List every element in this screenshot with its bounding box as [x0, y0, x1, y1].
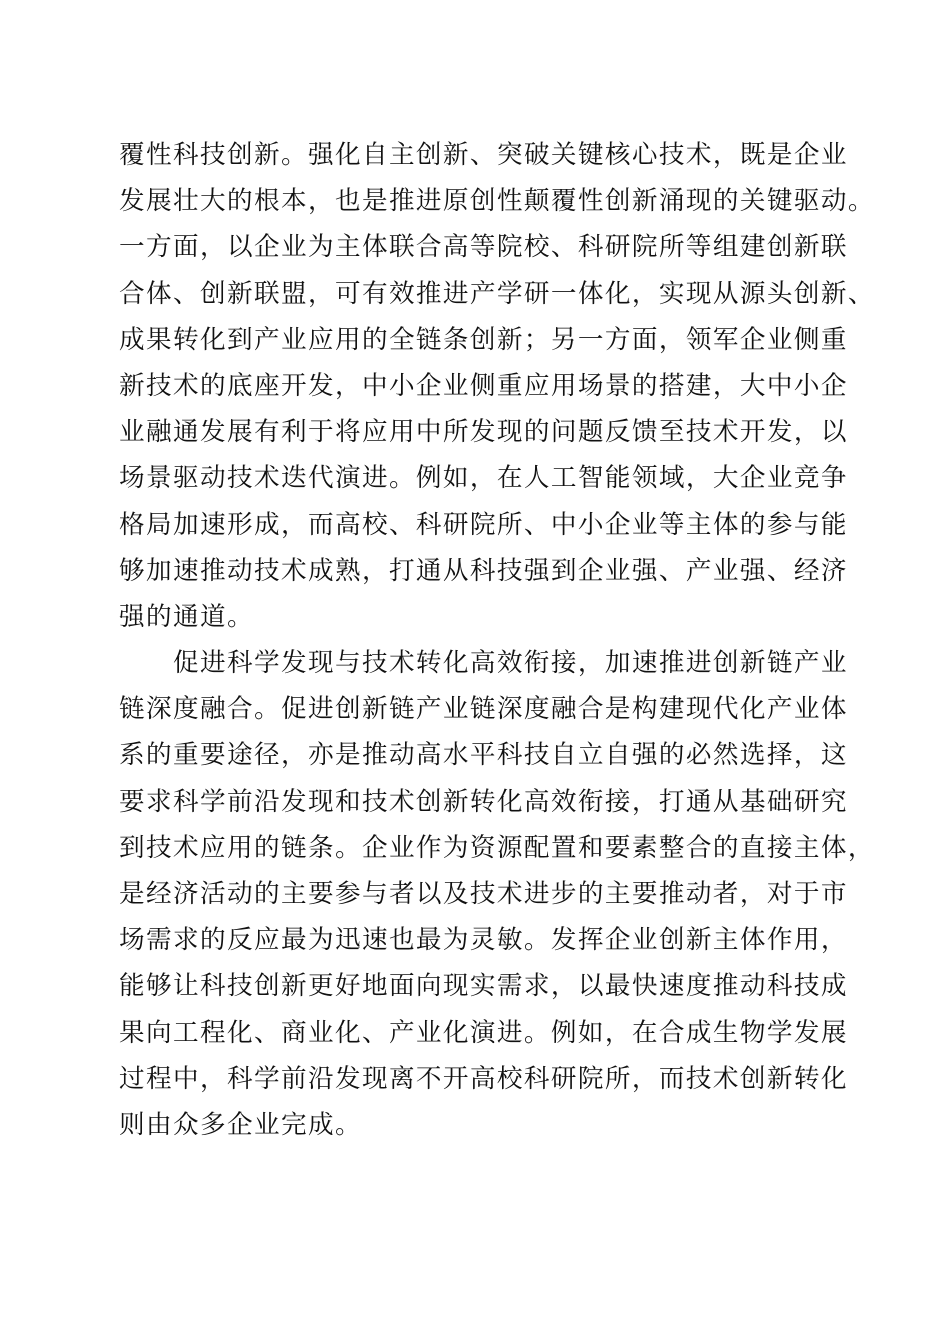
body-text: [119, 132, 875, 1148]
text-line: 覆性科技创新。强化自主创新、突破关键核心技术，既是企业: [119, 140, 848, 170]
text-line: 合体、创新联盟，可有效推进产学研一体化，实现从源头创新、: [119, 278, 875, 309]
text-line: 强的通道。: [119, 601, 254, 632]
text-line: 系的重要途径，亦是推动高水平科技自立自强的必然选择，这: [119, 740, 848, 771]
text-line: 是经济活动的主要参与者以及技术进步的主要推动者，对于市: [119, 879, 848, 909]
text-line: 要求科学前沿发现和技术创新转化高效衔接，打通从基础研究: [119, 786, 848, 817]
text-line: 业融通发展有利于将应用中所发现的问题反馈至技术开发，以: [119, 417, 848, 448]
text-line: 场需求的反应最为迅速也最为灵敏。发挥企业创新主体作用，: [119, 925, 848, 956]
text-line: 则由众多企业完成。: [119, 1109, 362, 1140]
text-line: 成果转化到产业应用的全链条创新；另一方面，领军企业侧重: [119, 324, 848, 355]
text-line: 新技术的底座开发，中小企业侧重应用场景的搭建，大中小企: [119, 370, 848, 401]
paragraph-start-line: 促进科学发现与技术转化高效衔接，加速推进创新链产业: [119, 648, 848, 679]
text-line: 果向工程化、商业化、产业化演进。例如，在合成生物学发展: [119, 1017, 848, 1048]
text-line: 够加速推动技术成熟，打通从科技强到企业强、产业强、经济: [119, 555, 848, 586]
text-line: 能够让科技创新更好地面向现实需求，以最快速度推动科技成: [119, 971, 848, 1002]
text-line: 过程中，科学前沿发现离不开高校科研院所，而技术创新转化: [119, 1063, 848, 1094]
text-line: 一方面，以企业为主体联合高等院校、科研院所等组建创新联: [119, 232, 848, 263]
text-line: 格局加速形成，而高校、科研院所、中小企业等主体的参与能: [119, 509, 848, 540]
text-line: 发展壮大的根本，也是推进原创性颠覆性创新涌现的关键驱动。: [119, 186, 875, 217]
text-line: 链深度融合。促进创新链产业链深度融合是构建现代化产业体: [119, 694, 848, 725]
text-line: 到技术应用的链条。企业作为资源配置和要素整合的直接主体，: [119, 832, 875, 863]
text-line: 场景驱动技术迭代演进。例如，在人工智能领域，大企业竞争: [119, 463, 848, 494]
